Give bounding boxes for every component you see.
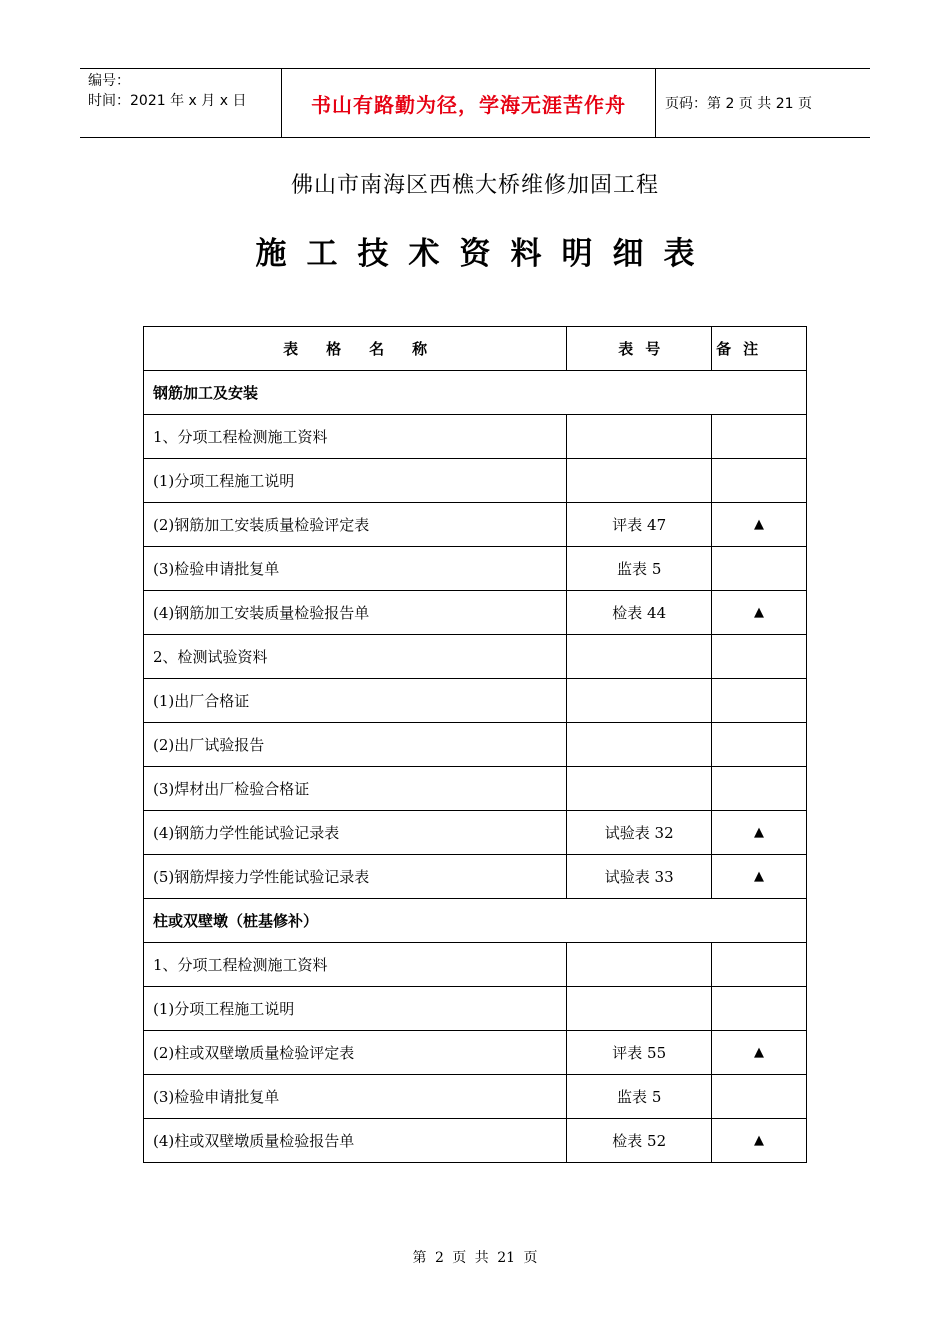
- row-number: [567, 943, 712, 987]
- row-number: 检表 52: [567, 1119, 712, 1163]
- header-motto: 书山有路勤为径，学海无涯苦作舟: [281, 69, 656, 137]
- row-number: [567, 767, 712, 811]
- row-number: [567, 459, 712, 503]
- table-row: [144, 1075, 807, 1119]
- section-row: [144, 371, 807, 415]
- row-note: ▲: [712, 855, 807, 899]
- row-name: 1、分项工程检测施工资料: [144, 415, 567, 459]
- serial-label: 编号：: [88, 73, 130, 89]
- row-name: 2、检测试验资料: [144, 635, 567, 679]
- row-note: ▲: [712, 1031, 807, 1075]
- page-header: [80, 68, 870, 138]
- row-number: 监表 5: [567, 547, 712, 591]
- row-name: (3)检验申请批复单: [144, 1075, 567, 1119]
- row-number: 试验表 32: [567, 811, 712, 855]
- document-title: 佛山市南海区西樵大桥维修加固工程: [290, 173, 659, 198]
- header-meta: [80, 69, 280, 137]
- header-page-info: 页码：第 2 页 共 21 页: [665, 96, 812, 112]
- row-number: 评表 55: [567, 1031, 712, 1075]
- row-number: 试验表 33: [567, 855, 712, 899]
- table-row: [144, 635, 807, 679]
- table-header-row: [144, 327, 807, 371]
- table-row: [144, 1119, 807, 1163]
- header-note: 备注: [712, 327, 807, 371]
- row-note: [712, 679, 807, 723]
- row-name: (3)焊材出厂检验合格证: [144, 767, 567, 811]
- row-name: (2)钢筋加工安装质量检验评定表: [144, 503, 567, 547]
- row-note: ▲: [712, 503, 807, 547]
- section-row: [144, 899, 807, 943]
- table-row: [144, 767, 807, 811]
- row-number: [567, 987, 712, 1031]
- table-row: [144, 811, 807, 855]
- row-name: 1、分项工程检测施工资料: [144, 943, 567, 987]
- row-name: (4)钢筋加工安装质量检验报告单: [144, 591, 567, 635]
- page-footer: 第 2 页 共 21 页: [412, 1250, 538, 1266]
- section-title: 柱或双壁墩（桩基修补）: [144, 899, 807, 943]
- row-number: 评表 47: [567, 503, 712, 547]
- row-note: ▲: [712, 591, 807, 635]
- row-note: [712, 943, 807, 987]
- table-row: [144, 591, 807, 635]
- section-title: 钢筋加工及安装: [144, 371, 807, 415]
- row-name: (1)分项工程施工说明: [144, 987, 567, 1031]
- row-number: [567, 635, 712, 679]
- row-number: [567, 723, 712, 767]
- table-row: [144, 415, 807, 459]
- row-note: ▲: [712, 811, 807, 855]
- table-row: [144, 855, 807, 899]
- row-note: [712, 1075, 807, 1119]
- table-row: [144, 943, 807, 987]
- row-note: [712, 415, 807, 459]
- row-name: (4)钢筋力学性能试验记录表: [144, 811, 567, 855]
- materials-table: [143, 326, 807, 1163]
- row-name: (1)分项工程施工说明: [144, 459, 567, 503]
- row-name: (4)柱或双壁墩质量检验报告单: [144, 1119, 567, 1163]
- table-row: [144, 723, 807, 767]
- row-number: [567, 679, 712, 723]
- table-row: [144, 1031, 807, 1075]
- table-row: [144, 679, 807, 723]
- row-number: 检表 44: [567, 591, 712, 635]
- table-row: [144, 459, 807, 503]
- row-number: [567, 415, 712, 459]
- row-name: (1)出厂合格证: [144, 679, 567, 723]
- document-subtitle: 施工技术资料明细表: [255, 236, 715, 272]
- row-note: [712, 459, 807, 503]
- table-row: [144, 987, 807, 1031]
- table-row: [144, 547, 807, 591]
- header-name: 表格名称: [144, 327, 567, 371]
- row-name: (5)钢筋焊接力学性能试验记录表: [144, 855, 567, 899]
- date-line: 时间：2021 年 x 月 x 日: [88, 93, 247, 109]
- header-number: 表号: [567, 327, 712, 371]
- row-note: [712, 767, 807, 811]
- row-note: [712, 635, 807, 679]
- row-name: (2)柱或双壁墩质量检验评定表: [144, 1031, 567, 1075]
- row-name: (2)出厂试验报告: [144, 723, 567, 767]
- row-number: 监表 5: [567, 1075, 712, 1119]
- row-note: [712, 723, 807, 767]
- row-note: [712, 547, 807, 591]
- row-note: [712, 987, 807, 1031]
- row-name: (3)检验申请批复单: [144, 547, 567, 591]
- table-row: [144, 503, 807, 547]
- row-note: ▲: [712, 1119, 807, 1163]
